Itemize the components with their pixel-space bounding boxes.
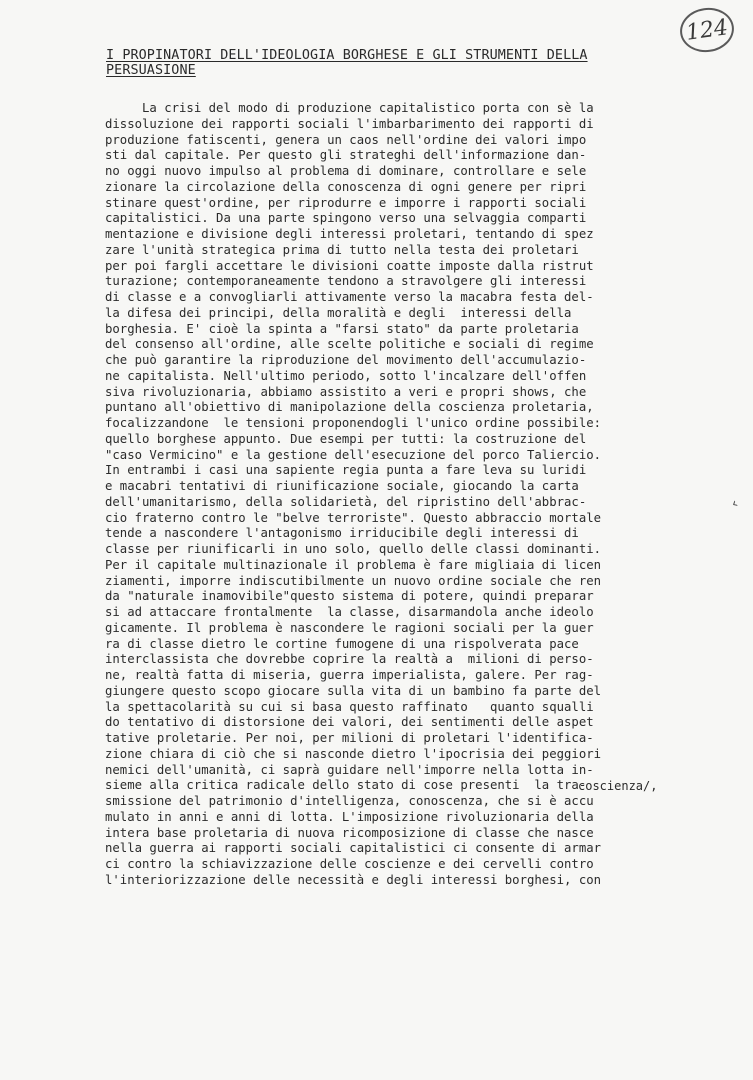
body-line: "caso Vermicino" e la gestione dell'esecuzione del porco Taliercio.: [105, 447, 602, 462]
body-line: sti dal capitale. Per questo gli strateghi dell'informazione dan-: [105, 148, 587, 163]
body-line: mulato in anni e anni di lotta. L'imposizione rivoluzionaria della: [105, 809, 594, 824]
body-line: giungere questo scopo giocare sulla vita di un bambino fa parte del: [105, 683, 602, 698]
body-line: nella guerra ai rapporti sociali capitalistici ci consente di armar: [105, 841, 602, 856]
body-line: puntano all'obiettivo di manipolazione della coscienza proletaria,: [105, 400, 594, 415]
body-line: di classe e a convogliarli attivamente verso la macabra festa del-: [105, 290, 594, 304]
body-line: tative proletarie. Per noi, per milioni di proletari l'identifica-: [105, 731, 594, 745]
body-line: capitalistici. Da una parte spingono verso una selvaggia comparti: [105, 211, 587, 226]
title-line-1: I PROPINATORI DELL'IDEOLOGIA BORGHESE E GLI STRUMENTI DELLA: [106, 48, 588, 63]
body-line: focalizzandone le tensioni proponendogli l'unico ordine possibile:: [105, 416, 602, 430]
body-line: si ad attaccare frontalmente la classe, disarmandola anche ideolo: [105, 605, 594, 619]
body-line: e macabri tentativi di riunificazione sociale, giocando la carta: [105, 479, 579, 493]
body-line: smissione del patrimonio d'intelligenza, conoscenza, che si è accu: [105, 794, 594, 808]
title-line-2: PERSUASIONE: [106, 62, 196, 78]
body-line: gicamente. Il problema è nascondere le ragioni sociali per la guer: [105, 620, 594, 635]
body-line: turazione; contemporaneamente tendono a stravolgere gli interessi: [105, 274, 587, 289]
body-line: ra di classe dietro le cortine fumogene di una rispolverata pace: [105, 636, 579, 651]
document-title: [106, 49, 676, 78]
body-line: intera base proletaria di nuova ricomposizione di classe che nasce: [105, 825, 594, 840]
body-line: Per il capitale multinazionale il problema è fare migliaia di licen: [105, 557, 602, 572]
body-line: quello borghese appunto. Due esempi per tutti: la costruzione del: [105, 431, 587, 446]
body-line: zionare la circolazione della conoscenza di ogni genere per ripri: [105, 179, 587, 194]
body-line: nemici dell'umanità, ci saprà guidare nell'imporre nella lotta in-: [105, 762, 594, 777]
body-line: mentazione e divisione degli interessi proletari, tentando di spez: [105, 227, 594, 241]
body-line: La crisi del modo di produzione capitalistico porta con sè la: [105, 101, 594, 115]
margin-mark: ‹: [728, 495, 742, 513]
body-line: In entrambi i casi una sapiente regia punta a fare leva su luridi: [105, 463, 587, 478]
body-line: zare l'unità strategica prima di tutto nella testa dei proletari: [105, 242, 579, 257]
body-line: ne, realtà fatta di miseria, guerra imperialista, galere. Per rag-: [105, 668, 594, 682]
body-line: cio fraterno contro le "belve terroriste". Questo abbraccio mortale: [105, 510, 602, 525]
body-line: da "naturale inamovibile"questo sistema di potere, quindi preparar: [105, 589, 594, 604]
body-text: [105, 101, 735, 889]
body-line: do tentativo di distorsione dei valori, dei sentimenti delle aspet: [105, 715, 594, 730]
overwritten-correction: coscienza/,: [578, 779, 658, 793]
body-line: la spettacolarità su cui si basa questo raffinato quanto squalli: [105, 699, 594, 714]
body-line: produzione fatiscenti, genera un caos nell'ordine dei valori impo: [105, 132, 587, 147]
body-line: ne capitalista. Nell'ultimo periodo, sotto l'incalzare dell'offen: [105, 368, 587, 383]
body-line: la difesa dei principi, della moralità e degli interessi della: [105, 305, 572, 320]
body-line: sieme alla critica radicale dello stato di cose presenti la tra-: [105, 778, 587, 793]
body-line: borghesia. E' cioè la spinta a "farsi stato" da parte proletaria: [105, 321, 579, 336]
body-line: zione chiara di ciò che si nasconde dietro l'ipocrisia dei peggiori: [105, 746, 602, 761]
body-line: interclassista che dovrebbe coprire la realtà a milioni di perso-: [105, 652, 594, 667]
body-line: dissoluzione dei rapporti sociali l'imbarbarimento dei rapporti di: [105, 116, 594, 131]
body-line: che può garantire la riproduzione del movimento dell'accumulazio-: [105, 353, 587, 367]
body-line: classe per riunificarli in uno solo, quello delle classi dominanti.: [105, 542, 602, 556]
body-line: tende a nascondere l'antagonismo irriducibile degli interessi di: [105, 526, 579, 541]
body-line: stinare quest'ordine, per riprodurre e imporre i rapporti sociali: [105, 195, 587, 210]
page-number-stamp: 124: [677, 4, 737, 55]
body-line: dell'umanitarismo, della solidarietà, del ripristino dell'abbrac-: [105, 494, 587, 509]
body-line: ziamenti, imporre indiscutibilmente un nuovo ordine sociale che ren: [105, 573, 602, 588]
body-line: del consenso all'ordine, alle scelte politiche e sociali di regime: [105, 337, 594, 352]
body-line: siva rivoluzionaria, abbiamo assistito a veri e propri shows, che: [105, 384, 587, 399]
body-line: per poi fargli accettare le divisioni coatte imposte dalla ristrut: [105, 258, 594, 273]
body-line: ci contro la schiavizzazione delle coscienze e dei cervelli contro: [105, 857, 594, 871]
body-line: l'interiorizzazione delle necessità e degli interessi borghesi, con: [105, 872, 602, 887]
body-line: no oggi nuovo impulso al problema di dominare, controllare e sele: [105, 164, 587, 178]
